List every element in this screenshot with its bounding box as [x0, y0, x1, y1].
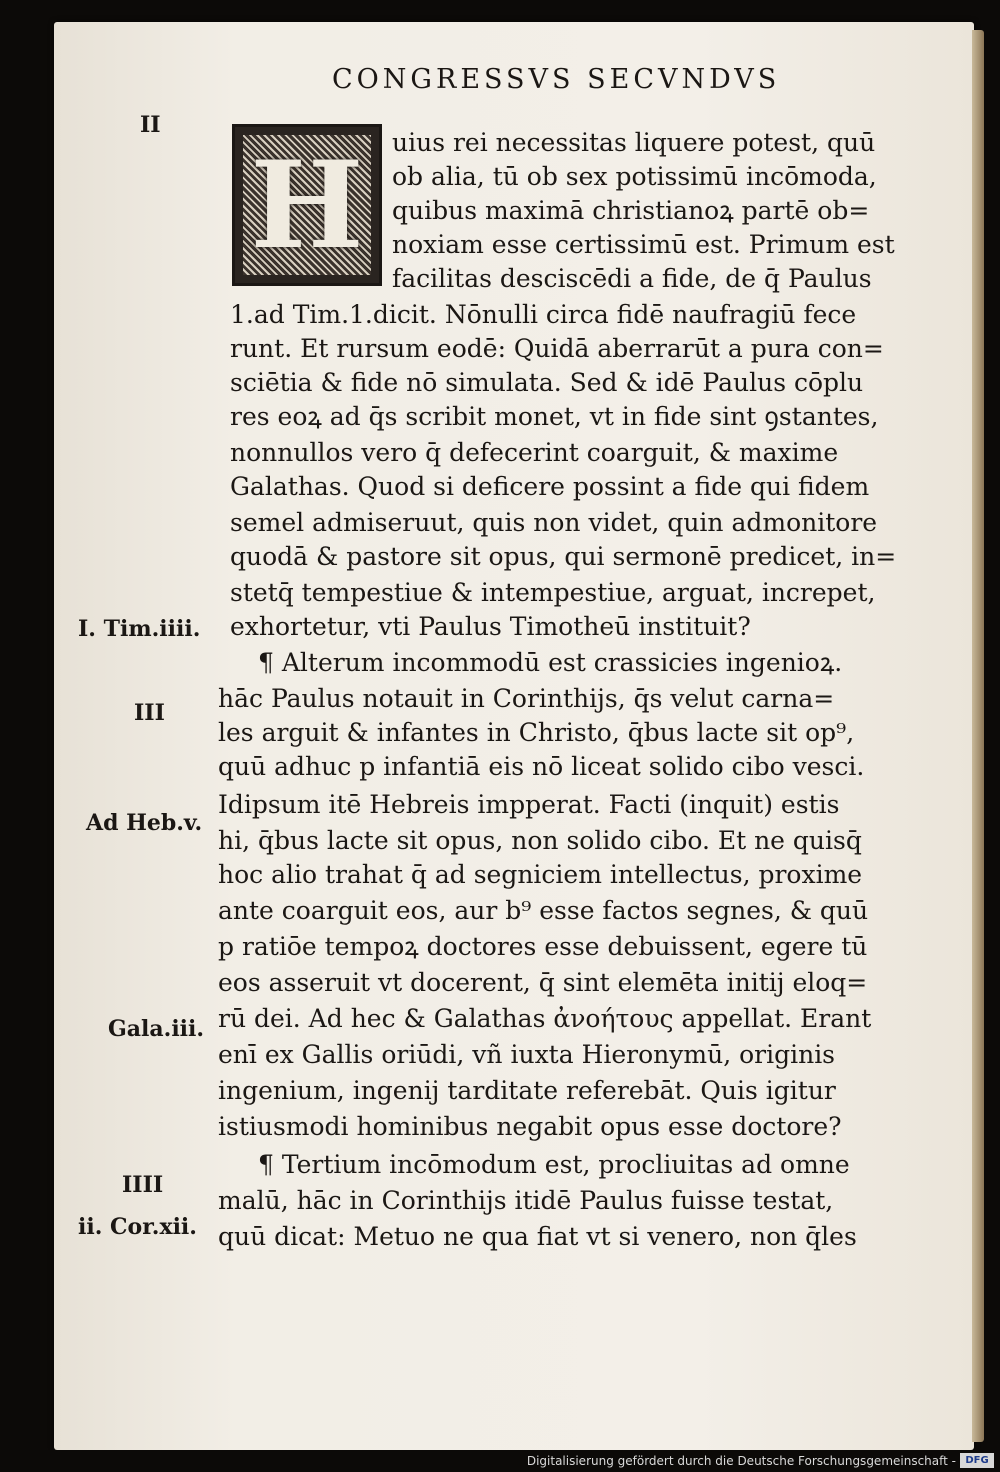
text-line: hoc alio trahat q̄ ad segniciem intellectus, proxime: [218, 860, 863, 889]
text-line: quodā & pastore sit opus, qui sermonē predicet, in=: [230, 542, 897, 571]
text-line: noxiam esse certissimū est. Primum est: [392, 230, 895, 259]
margin-note: I. Tim.iiii.: [78, 616, 201, 642]
text-line: quū dicat: Metuo ne qua fiat vt si venero, non q̄les: [218, 1222, 857, 1251]
text-line: eos asseruit vt docerent, q̄ sint elemēta initij eloq=: [218, 968, 868, 997]
text-line: stetq̄ tempestiue & intempestiue, arguat, increpet,: [230, 578, 876, 607]
text-line: p ratiōe tempoꝝ doctores esse debuissent, egere tū: [218, 932, 868, 961]
text-line: facilitas desciscēdi a fide, de q̄ Paulus: [392, 264, 872, 293]
text-line: Galathas. Quod si deficere possint a fide qui fidem: [230, 472, 870, 501]
decorated-initial: [232, 124, 382, 286]
margin-note: III: [134, 700, 165, 726]
text-line: Idipsum itē Hebreis impperat. Facti (inquit) estis: [218, 790, 840, 819]
text-line: ob alia, tū ob sex potissimū incōmoda,: [392, 162, 877, 191]
text-line: exhortetur, vti Paulus Timotheū instituit?: [230, 612, 751, 641]
text-line: quū adhuc p infantiā eis nō liceat solido cibo vesci.: [218, 752, 865, 781]
footer-credit: Digitalisierung gefördert durch die Deutsche Forschungsgemeinschaft -: [526, 1454, 956, 1468]
text-line: les arguit & infantes in Christo, q̄bus lacte sit op⁹,: [218, 718, 855, 747]
text-line: uius rei necessitas liquere potest, quū: [392, 128, 876, 157]
dfg-logo: DFG: [960, 1453, 994, 1468]
text-line: sciētia & fide nō simulata. Sed & idē Paulus cōplu: [230, 368, 864, 397]
margin-note: IIII: [122, 1172, 164, 1198]
text-line: hi, q̄bus lacte sit opus, non solido cibo. Et ne quisq̄: [218, 826, 862, 855]
running-title: CONGRESSVS SECVNDVS: [332, 64, 781, 95]
text-line: malū, hāc in Corinthijs itidē Paulus fuisse testat,: [218, 1186, 834, 1215]
text-line: istiusmodi hominibus negabit opus esse doctore?: [218, 1112, 842, 1141]
margin-note: II: [140, 112, 161, 138]
text-line: rū dei. Ad hec & Galathas ἀνοήτους appellat. Erant: [218, 1004, 872, 1033]
text-line: res eoꝝ ad q̄s scribit monet, vt in fide sint ꝯstantes,: [230, 402, 879, 431]
initial-letter: H: [250, 135, 364, 276]
text-line: hāc Paulus notauit in Corinthijs, q̄s velut carna=: [218, 684, 835, 713]
text-line: ante coarguit eos, aur b⁹ esse factos segnes, & quū: [218, 896, 869, 925]
margin-note: Gala.iii.: [108, 1016, 205, 1042]
margin-note: ii. Cor.xii.: [78, 1214, 197, 1240]
text-line: semel admiseruut, quis non videt, quin admonitore: [230, 508, 878, 537]
text-line: ¶ Tertium incōmodum est, procliuitas ad omne: [258, 1150, 850, 1179]
text-line: 1.ad Tim.1.dicit. Nōnulli circa fidē naufragiū fece: [230, 300, 857, 329]
text-line: nonnullos vero q̄ defecerint coarguit, & maxime: [230, 438, 839, 467]
text-line: runt. Et rursum eodē: Quidā aberrarūt a pura con=: [230, 334, 884, 363]
text-line: quibus maximā christianoꝝ partē ob=: [392, 196, 870, 225]
text-line: ingenium, ingenij tarditate referebāt. Quis igitur: [218, 1076, 836, 1105]
text-line: enī ex Gallis oriūdi, vñ iuxta Hieronymū, originis: [218, 1040, 836, 1069]
margin-note: Ad Heb.v.: [86, 810, 203, 836]
text-line: ¶ Alterum incommodū est crassicies ingenioꝝ.: [258, 648, 843, 677]
